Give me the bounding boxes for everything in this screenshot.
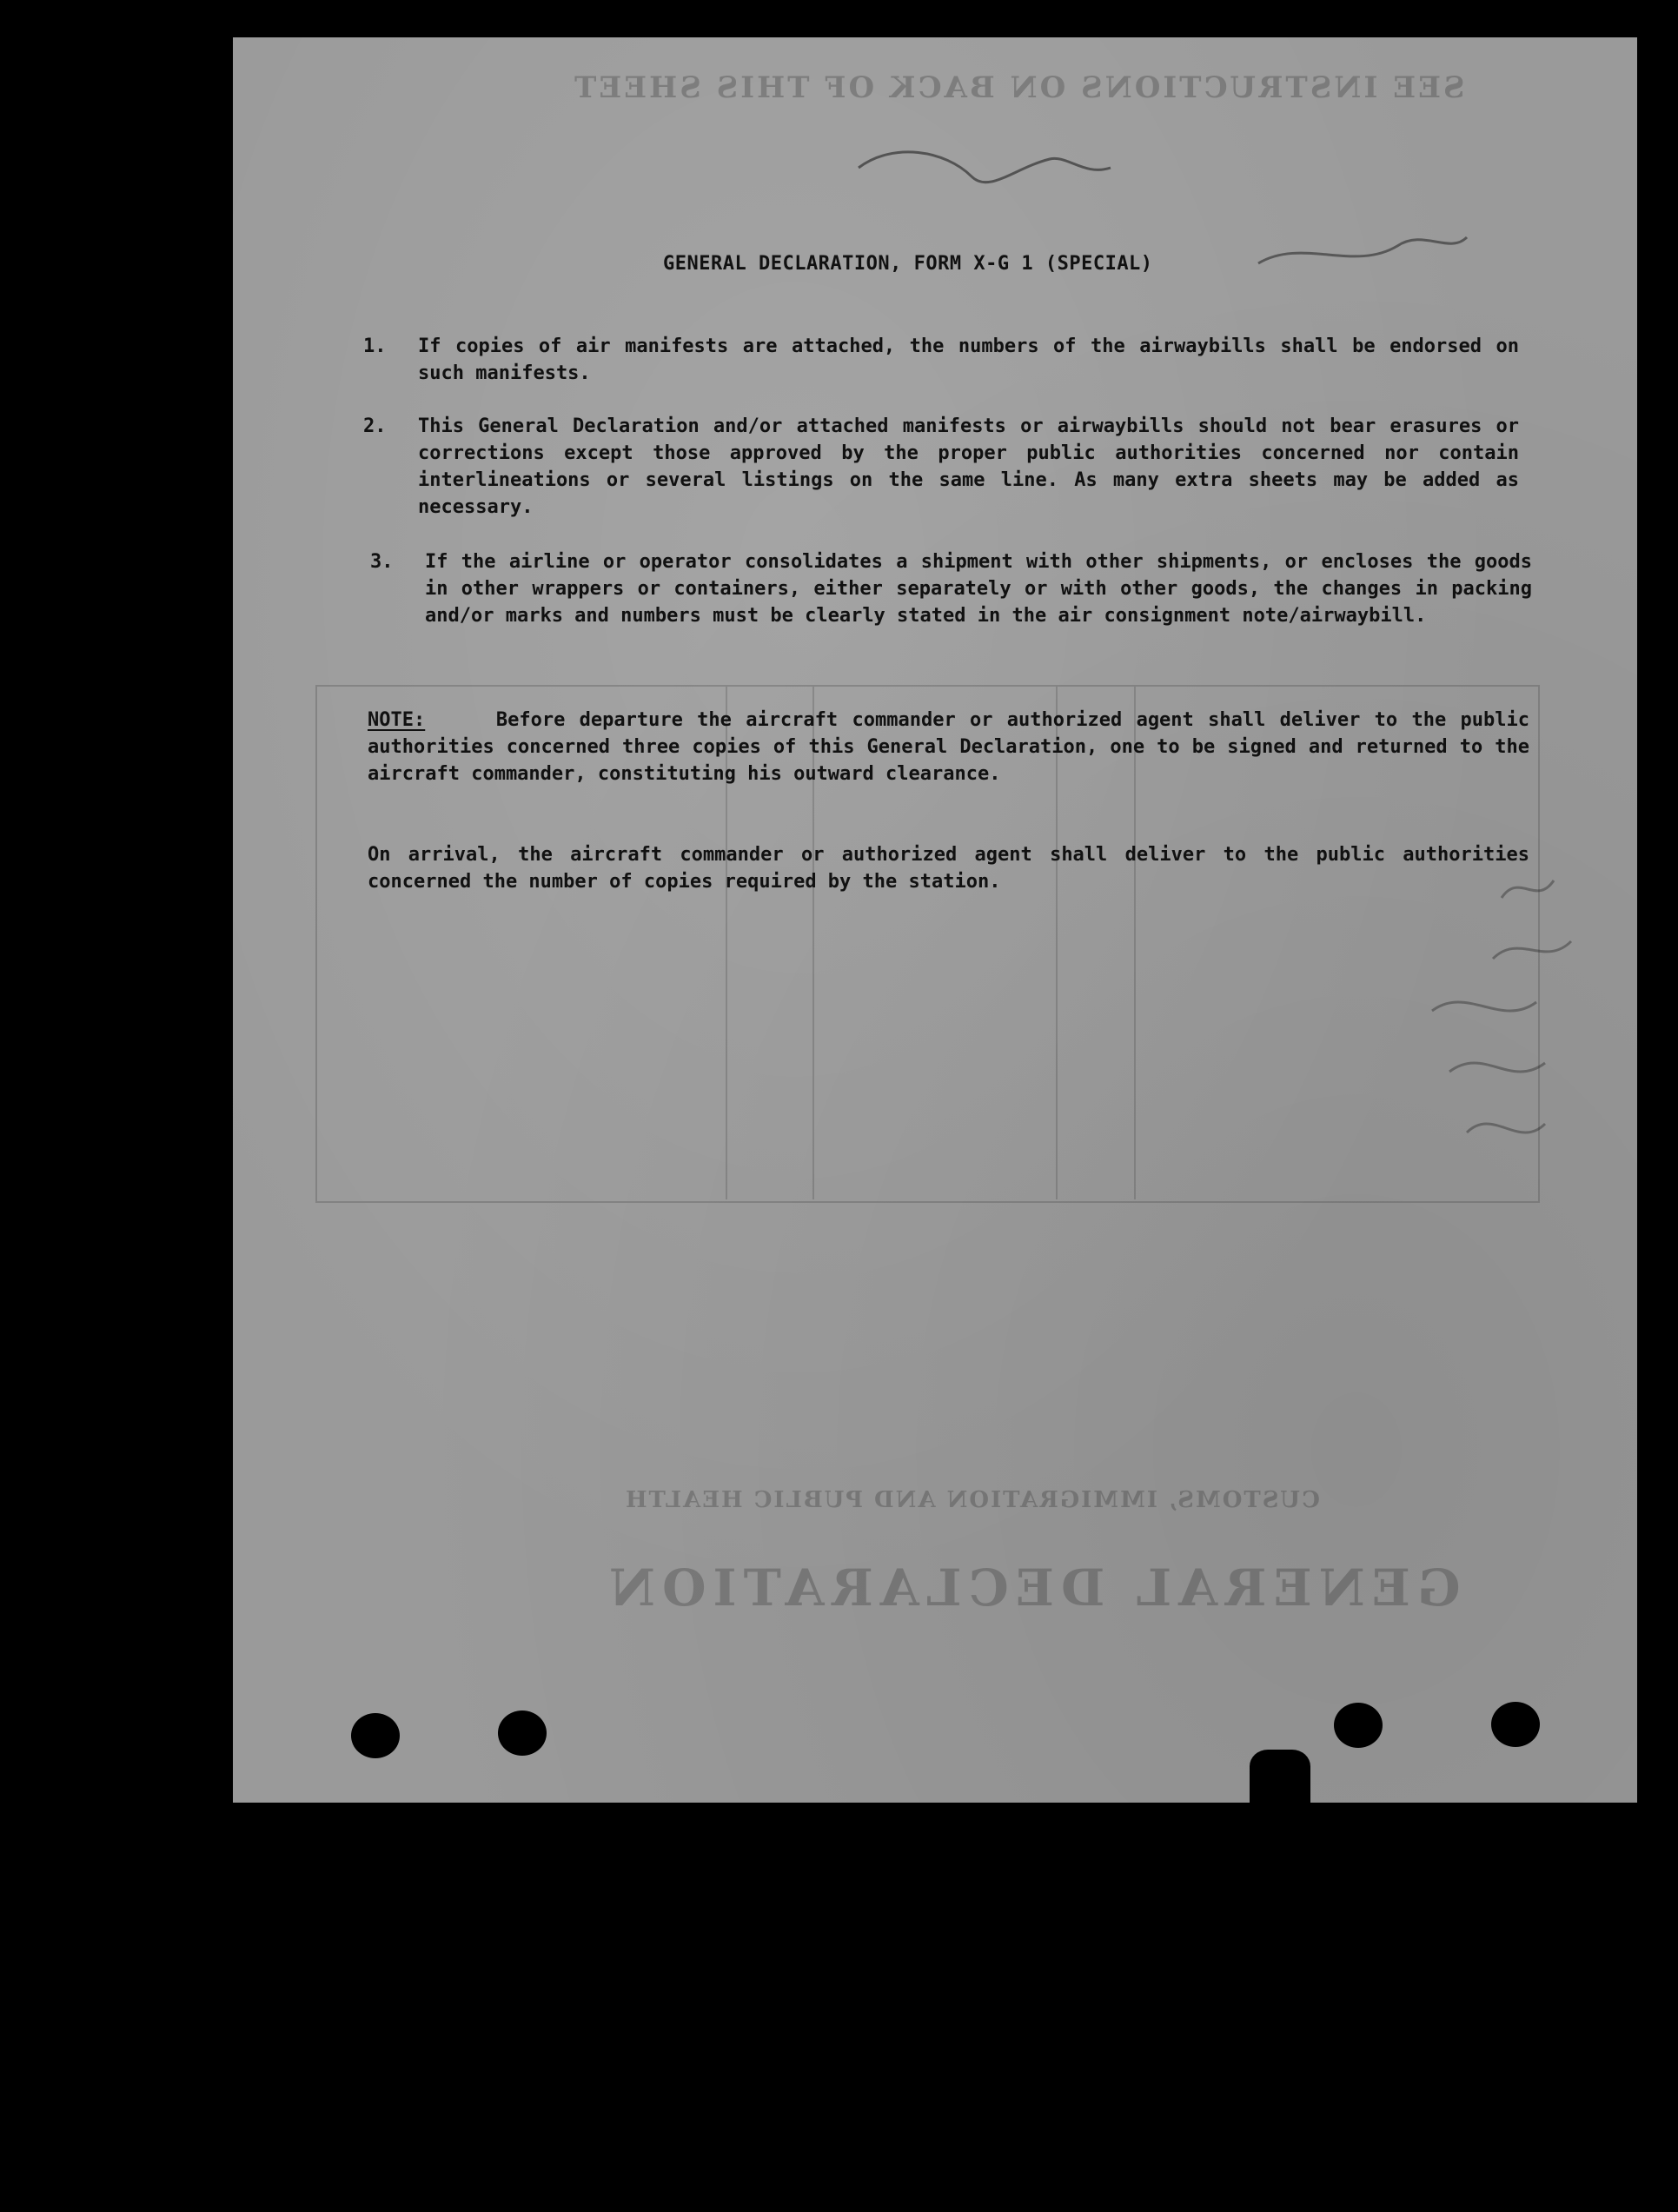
signature-scribble	[859, 152, 1111, 183]
show-through-customs-line: CUSTOMS, IMMIGRATION AND PUBLIC HEALTH	[624, 1487, 1320, 1513]
signature-scribble	[1258, 237, 1467, 263]
show-through-heading: GENERAL DECLARATION	[602, 1558, 1461, 1617]
torn-corner	[1250, 1750, 1310, 1805]
item-text: If the airline or operator consolidates a shipment with other shipments, or encloses the goods in other wrappers or containers, either separately or with other goods, the changes in packing and/or marks and numbers must be clearly stated in the air consignment note/airwaybill.	[425, 551, 1532, 627]
item-number: 1.	[363, 335, 387, 357]
item-text: If copies of air manifests are attached, the numbers of the airwaybills shall be endorsed on such manifests.	[418, 335, 1519, 384]
punch-hole	[1491, 1702, 1540, 1747]
instruction-item-1	[363, 333, 1519, 387]
document-sheet	[233, 37, 1637, 1803]
note-label: NOTE:	[368, 709, 426, 731]
item-number: 2.	[363, 415, 387, 437]
handwriting-overlay	[233, 37, 1637, 1803]
punch-hole	[1334, 1703, 1383, 1748]
instruction-item-2	[363, 413, 1519, 521]
faded-handwriting	[1432, 880, 1571, 1133]
punch-hole	[351, 1713, 400, 1758]
show-through-instructions-line: SEE INSTRUCTIONS ON BACK OF THIS SHEET	[572, 70, 1465, 105]
form-title: GENERAL DECLARATION, FORM X-G 1 (SPECIAL)	[663, 253, 1153, 275]
item-text: This General Declaration and/or attached manifests or airwaybills should not bear erasures or corrections except those approved by the proper public authorities concerned nor contain interlineations or several listings on the same line. As many extra sheets may be added as necessary.	[418, 415, 1519, 518]
punch-hole	[498, 1710, 547, 1756]
departure-note	[368, 707, 1529, 787]
item-number: 3.	[370, 551, 394, 573]
arrival-note: On arrival, the aircraft commander or authorized agent shall deliver to the public authorities concerned the number of copies required by the station.	[368, 844, 1529, 893]
note-text: Before departure the aircraft commander or authorized agent shall deliver to the public authorities concerned three copies of this General Declaration, one to be signed and returned to the aircraft commander, constituting his outward clearance.	[368, 709, 1530, 785]
instruction-item-3	[370, 548, 1532, 629]
